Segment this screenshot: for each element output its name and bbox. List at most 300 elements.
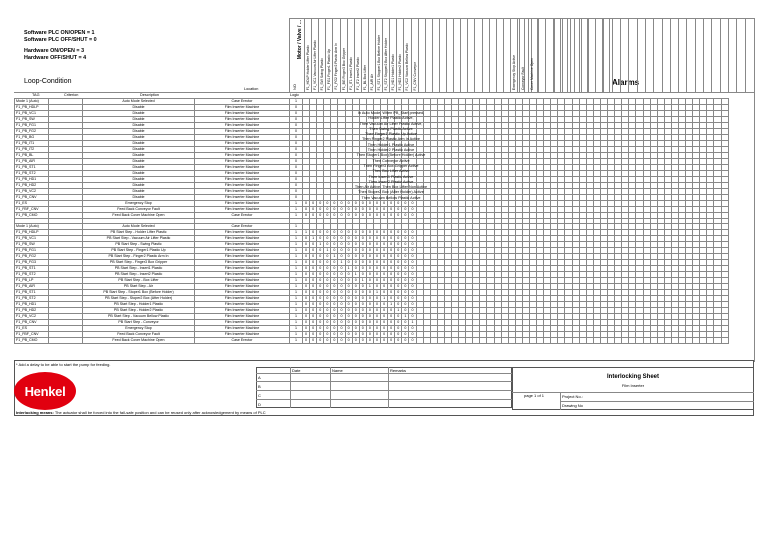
criterion-cell — [49, 338, 83, 344]
state-cell: 0 — [381, 326, 388, 332]
state-cell: 0 — [345, 236, 352, 242]
location-cell: Film Inserter Machine — [195, 195, 290, 201]
legend-software-on: Software PLC ON/OPEN = 1 — [24, 30, 95, 36]
tag-cell: F1_PB_SW — [15, 242, 49, 248]
signal-column-header: F1_AIR Air — [368, 18, 375, 92]
signal-column-header: F1_FG1 Finger1 Plastic Up — [325, 18, 332, 92]
logic-cell: 1 — [290, 236, 303, 242]
state-cell: 0 — [331, 284, 338, 290]
location-cell: Film Inserter Machine — [195, 314, 290, 320]
state-cell: 0 — [310, 290, 317, 296]
tag-cell: F1_PB_HD1 — [15, 177, 49, 183]
state-cell: 0 — [366, 326, 373, 332]
state-cell: 0 — [303, 254, 310, 260]
state-cell: 0 — [388, 296, 395, 302]
location-cell: Case Erector — [195, 338, 290, 344]
state-cell: 0 — [381, 230, 388, 236]
state-cell: 0 — [395, 266, 402, 272]
description-cell: Disable — [83, 189, 195, 195]
description-cell: PB Start Step - Stoper2 Box (After Holder) — [83, 296, 195, 302]
state-cell: 0 — [310, 278, 317, 284]
description-cell: Disable — [83, 195, 195, 201]
tag-cell: F1_PB_HDLP — [15, 105, 49, 111]
state-cell: 0 — [324, 236, 331, 242]
state-cell — [515, 338, 522, 344]
state-cell — [714, 338, 721, 344]
state-cell: 0 — [331, 236, 338, 242]
signal-column-header: F1_IT2 Insert2 Plastic — [354, 18, 361, 92]
state-cell: 0 — [345, 290, 352, 296]
state-cell: 0 — [402, 242, 409, 248]
state-cell: 1 — [381, 296, 388, 302]
state-cell: 0 — [303, 213, 310, 219]
description-cell: PB Start Step - Stoper1 Box (Before Holder) — [83, 290, 195, 296]
state-cell: 0 — [388, 230, 395, 236]
logic-line: Then Vacuum Bellow Plastic Active — [361, 195, 421, 200]
state-cell: 0 — [366, 254, 373, 260]
tag-cell: F1_PB_BG — [15, 135, 49, 141]
state-cell: 0 — [409, 332, 416, 338]
empty-alarm-column — [678, 18, 686, 92]
logic-line: In Auto Mode, When PB_Start pressed, — [357, 111, 425, 115]
state-cell: 0 — [373, 236, 380, 242]
state-cell: 0 — [388, 236, 395, 242]
state-cell: 0 — [373, 260, 380, 266]
state-cell: 0 — [317, 266, 324, 272]
state-cell: 0 — [409, 230, 416, 236]
state-cell: 0 — [331, 201, 338, 207]
state-cell: 0 — [310, 338, 317, 344]
empty-alarm-column — [728, 18, 736, 92]
tag-cell: F1_PB_HD2 — [15, 183, 49, 189]
state-cell: 0 — [324, 207, 331, 213]
logic-line: Then Box Lifter Active — [372, 169, 410, 174]
state-cell: 0 — [388, 207, 395, 213]
state-cell — [522, 338, 529, 344]
state-cell: 1 — [310, 236, 317, 242]
state-cell: 1 — [402, 314, 409, 320]
state-cell — [530, 338, 537, 344]
state-cell: 0 — [352, 326, 359, 332]
tag-cell: F1_PB_LP — [15, 278, 49, 284]
description-cell: Auto Mode Selected — [83, 99, 195, 105]
state-cell — [537, 338, 544, 344]
description-cell: PB Start Step - Insert2 Plastic — [83, 272, 195, 278]
state-cell: 0 — [303, 284, 310, 290]
state-cell: 0 — [359, 296, 366, 302]
state-cell: 0 — [366, 236, 373, 242]
tag-cell: F1_PB_ST1 — [15, 266, 49, 272]
description-cell: Disable — [83, 135, 195, 141]
state-cell: 0 — [388, 332, 395, 338]
signal-column-header: F1_VC2 Vacuum Bellow Plastic — [403, 18, 410, 92]
logic-cell: 0 — [290, 195, 303, 201]
state-cell — [437, 338, 444, 344]
state-cell: 0 — [345, 284, 352, 290]
empty-alarm-column — [537, 18, 545, 92]
state-cell: 0 — [402, 213, 409, 219]
state-cell: 0 — [345, 207, 352, 213]
state-cell: 0 — [303, 242, 310, 248]
state-cell: 1 — [331, 254, 338, 260]
state-cell: 0 — [352, 320, 359, 326]
state-cell: 0 — [317, 201, 324, 207]
header-top-border — [289, 18, 754, 19]
state-cell: 0 — [310, 266, 317, 272]
state-cell: 0 — [402, 278, 409, 284]
alarms-title: Alarms — [612, 78, 640, 87]
location-cell: Film Inserter Machine — [195, 248, 290, 254]
state-cell: 0 — [352, 290, 359, 296]
state-cell: 0 — [366, 266, 373, 272]
legend-hardware-off: Hardware OFF/SHUT = 4 — [24, 55, 87, 61]
state-cell: 0 — [359, 213, 366, 219]
state-cell: 0 — [366, 248, 373, 254]
state-cell — [650, 338, 657, 344]
state-cell: 0 — [409, 338, 416, 344]
motor-valve-header: Motor / Valve / ... — [297, 20, 303, 60]
logic-cell: 1 — [290, 284, 303, 290]
description-cell: Disable — [83, 117, 195, 123]
state-cell: 0 — [324, 284, 331, 290]
state-cell: 0 — [373, 338, 380, 344]
logic-cell: 1 — [290, 338, 303, 344]
state-cell: 0 — [388, 201, 395, 207]
empty-alarm-column — [545, 18, 553, 92]
state-cell: 0 — [338, 284, 345, 290]
state-cell: 1 — [317, 242, 324, 248]
state-cell — [451, 338, 458, 344]
vertical-header-area — [0, 0, 768, 98]
state-cell: 0 — [381, 260, 388, 266]
state-cell: 0 — [395, 207, 402, 213]
state-cell — [565, 338, 572, 344]
state-cell — [622, 338, 629, 344]
state-cell — [600, 338, 607, 344]
empty-alarm-column — [703, 18, 711, 92]
state-cell: 0 — [409, 326, 416, 332]
description-cell: Disable — [83, 153, 195, 159]
state-cell: 0 — [359, 201, 366, 207]
state-cell: 0 — [395, 338, 402, 344]
state-cell: 0 — [359, 254, 366, 260]
state-cell: 0 — [310, 260, 317, 266]
empty-column — [418, 18, 425, 92]
state-cell: 0 — [359, 236, 366, 242]
state-cell: 0 — [338, 326, 345, 332]
location-cell: Film Inserter Machine — [195, 111, 290, 117]
state-cell — [423, 338, 430, 344]
state-cell: 0 — [373, 213, 380, 219]
state-cell — [721, 338, 728, 344]
state-cell: 0 — [402, 302, 409, 308]
state-cell: 0 — [317, 308, 324, 314]
state-cell: 0 — [310, 207, 317, 213]
logic-cell: 0 — [290, 111, 303, 117]
state-cell — [508, 338, 515, 344]
state-cell: 0 — [409, 201, 416, 207]
state-cell: 1 — [324, 248, 331, 254]
date-header: Date — [292, 368, 301, 373]
description-cell: PB Start Step - Insert1 Plastic — [83, 266, 195, 272]
state-cell — [444, 338, 451, 344]
state-cell: 0 — [345, 278, 352, 284]
state-cell: 0 — [338, 242, 345, 248]
state-cell — [487, 338, 494, 344]
state-cell: 0 — [388, 326, 395, 332]
state-cell: 0 — [317, 296, 324, 302]
location-cell: Film Inserter Machine — [195, 183, 290, 189]
state-cell: 0 — [352, 332, 359, 338]
state-cell — [678, 338, 685, 344]
state-cell: 0 — [303, 266, 310, 272]
description-cell: PB Start Step - Box Lifter — [83, 278, 195, 284]
no-column-header: NO — [289, 18, 300, 92]
location-cell: Film Inserter Machine — [195, 266, 290, 272]
state-cell: 0 — [345, 314, 352, 320]
logic-cell: 1 — [290, 201, 303, 207]
logic-cell: 0 — [290, 177, 303, 183]
state-cell: 0 — [395, 213, 402, 219]
logic-cell: 0 — [290, 159, 303, 165]
state-cell: 0 — [359, 308, 366, 314]
state-cell — [700, 338, 707, 344]
rev-d: D — [258, 402, 261, 407]
state-cell — [629, 338, 636, 344]
tag-cell: F1_PB_ST1 — [15, 290, 49, 296]
logic-line: Then Vacuum Air Lifter Plastic Active, — [359, 121, 423, 126]
location-cell: Film Inserter Machine — [195, 105, 290, 111]
tag-cell: F1_PB_CNV — [15, 195, 49, 201]
state-cell: 0 — [409, 314, 416, 320]
state-cell: 0 — [317, 314, 324, 320]
location-cell: Film Inserter Machine — [195, 272, 290, 278]
state-cell: 0 — [303, 326, 310, 332]
state-cell: 0 — [352, 296, 359, 302]
state-cell: 0 — [352, 248, 359, 254]
state-cell: 0 — [366, 338, 373, 344]
signal-column-header: F1_HD1 Holder1 Plastic — [389, 18, 396, 92]
state-cell — [636, 338, 643, 344]
empty-alarm-column — [603, 18, 611, 92]
logic-cell: 1 — [290, 213, 303, 219]
state-cell: 0 — [373, 314, 380, 320]
state-cell: 0 — [331, 213, 338, 219]
empty-column — [432, 18, 439, 92]
empty-alarm-column — [628, 18, 636, 92]
state-cell: 0 — [352, 284, 359, 290]
state-cell — [473, 338, 480, 344]
state-cell: 0 — [366, 308, 373, 314]
state-cell: 0 — [345, 326, 352, 332]
state-cell: 0 — [331, 332, 338, 338]
state-cell: 0 — [331, 338, 338, 344]
state-cell: 0 — [395, 272, 402, 278]
revision-line-a — [256, 381, 512, 382]
state-cell: 0 — [381, 320, 388, 326]
state-cell: 0 — [345, 320, 352, 326]
tag-cell: F1_PB_ST2 — [15, 171, 49, 177]
state-cell: 0 — [388, 260, 395, 266]
empty-alarm-column — [595, 18, 603, 92]
state-cell — [579, 338, 586, 344]
empty-alarm-column — [579, 18, 587, 92]
state-cell: 0 — [373, 284, 380, 290]
sheet-title: Interlocking Sheet — [606, 374, 659, 380]
state-cell: 0 — [373, 254, 380, 260]
state-cell: 0 — [310, 314, 317, 320]
empty-column — [439, 18, 446, 92]
state-cell — [544, 338, 551, 344]
state-cell: 0 — [359, 272, 366, 278]
drawing-number: Drawing No — [562, 403, 583, 408]
state-cell: 0 — [310, 302, 317, 308]
state-cell: 0 — [338, 314, 345, 320]
description-cell: PB Start Step - Finger1 Plastic Up — [83, 248, 195, 254]
state-cell: 0 — [331, 302, 338, 308]
revision-col-name — [330, 367, 331, 408]
state-cell: 0 — [352, 254, 359, 260]
state-cell: 0 — [402, 326, 409, 332]
description-cell: Disable — [83, 171, 195, 177]
description-cell: Disable — [83, 147, 195, 153]
location-cell: Film Inserter Machine — [195, 320, 290, 326]
alarm-column-header: Conveyor Fault — [519, 18, 528, 92]
state-cell: 0 — [317, 320, 324, 326]
state-cell: 0 — [324, 230, 331, 236]
state-cell — [707, 338, 714, 344]
logic-cell: 1 — [290, 272, 303, 278]
description-cell: PB Start Step - Vacuum Bellow Plastic — [83, 314, 195, 320]
logic-line: Then Insert1 Plastic Active — [368, 174, 414, 179]
empty-alarm-column — [570, 18, 578, 92]
state-cell: 0 — [373, 230, 380, 236]
state-cell: 0 — [373, 326, 380, 332]
tag-cell: F1_PB_IT2 — [15, 147, 49, 153]
tag-cell: F1_PB_BL — [15, 153, 49, 159]
logic-cell: 1 — [290, 260, 303, 266]
state-cell: 0 — [331, 242, 338, 248]
state-cell: 0 — [366, 201, 373, 207]
state-cell: 0 — [345, 296, 352, 302]
empty-alarm-column — [720, 18, 728, 92]
state-cell: 0 — [338, 207, 345, 213]
state-cell: 0 — [359, 266, 366, 272]
state-cell — [466, 338, 473, 344]
signal-column-header: F1_HDLP Holder Lifter Plastic — [304, 18, 311, 92]
state-cell: 0 — [303, 248, 310, 254]
state-cell: 0 — [388, 213, 395, 219]
location-cell: Film Inserter Machine — [195, 159, 290, 165]
state-cell: 1 — [373, 290, 380, 296]
description-cell: Emergency Stop — [83, 326, 195, 332]
state-cell: 0 — [338, 332, 345, 338]
title-block-line — [512, 392, 754, 393]
state-cell: 0 — [310, 284, 317, 290]
tag-cell: F1_PB_CNV — [15, 320, 49, 326]
state-cell: 0 — [338, 266, 345, 272]
logic-cell: 1 — [290, 290, 303, 296]
state-cell: 1 — [345, 266, 352, 272]
state-cell: 0 — [395, 201, 402, 207]
state-cell: 0 — [303, 320, 310, 326]
state-cell: 0 — [338, 302, 345, 308]
state-cell: 0 — [366, 290, 373, 296]
state-cell — [686, 338, 693, 344]
loop-condition-title: Loop-Condition — [24, 78, 72, 85]
state-cell — [593, 338, 600, 344]
state-cell: 0 — [381, 207, 388, 213]
location-cell: Film Inserter Machine — [195, 308, 290, 314]
state-cell: 0 — [352, 266, 359, 272]
empty-alarm-column — [653, 18, 661, 92]
state-cell: 0 — [381, 290, 388, 296]
state-cell: 0 — [345, 332, 352, 338]
state-cell: 0 — [381, 236, 388, 242]
empty-column — [453, 18, 460, 92]
state-cell: 0 — [352, 207, 359, 213]
state-cell: 0 — [317, 326, 324, 332]
table-row — [15, 338, 729, 344]
state-cell — [693, 338, 700, 344]
state-cell: 0 — [303, 332, 310, 338]
tag-cell: Mode 1 (Auto) — [15, 99, 49, 105]
state-cell: 0 — [317, 207, 324, 213]
empty-alarm-column — [736, 18, 744, 92]
state-cell: 0 — [331, 308, 338, 314]
state-cell: 0 — [331, 260, 338, 266]
state-cell: 0 — [402, 338, 409, 344]
state-cell — [459, 338, 466, 344]
empty-column — [425, 18, 432, 92]
signal-column-header: F1_BG Finger3 Box Gripper — [340, 18, 347, 92]
state-cell: 0 — [409, 248, 416, 254]
state-cell: 0 — [310, 201, 317, 207]
state-cell: 0 — [338, 338, 345, 344]
state-cell: 0 — [310, 213, 317, 219]
revision-header-line — [256, 373, 512, 374]
state-cell: 0 — [373, 296, 380, 302]
state-cell: 0 — [402, 296, 409, 302]
state-cell: 0 — [395, 278, 402, 284]
state-cell: 0 — [373, 266, 380, 272]
tag-cell: F1_PB_CMO — [15, 213, 49, 219]
tag-cell: F1_PB_HD1 — [15, 302, 49, 308]
state-cell: 0 — [388, 272, 395, 278]
state-cell: 0 — [331, 296, 338, 302]
logic-cell: 0 — [290, 123, 303, 129]
state-cell: 0 — [310, 320, 317, 326]
rev-a: A — [258, 375, 261, 380]
state-cell — [608, 338, 615, 344]
empty-alarm-column — [695, 18, 703, 92]
state-cell: 0 — [324, 272, 331, 278]
empty-alarm-column — [554, 18, 562, 92]
state-cell: 0 — [373, 332, 380, 338]
signal-column-header: F1_FG2 Finger2 Plastic Arm In — [332, 18, 339, 92]
logic-line: Then Stoper2 Box (After Holder) Active — [358, 190, 424, 195]
state-cell: 0 — [409, 213, 416, 219]
location-cell: Film Inserter Machine — [195, 165, 290, 171]
logic-cell: 1 — [290, 314, 303, 320]
state-cell: 0 — [366, 230, 373, 236]
state-cell: 0 — [324, 332, 331, 338]
state-cell: 0 — [402, 254, 409, 260]
state-cell: 0 — [366, 272, 373, 278]
tag-cell: F1_PB_AIR — [15, 159, 49, 165]
state-cell: 0 — [338, 213, 345, 219]
signal-column-header: F1_ST1 Stopper1 Box Before Holder — [375, 18, 382, 92]
